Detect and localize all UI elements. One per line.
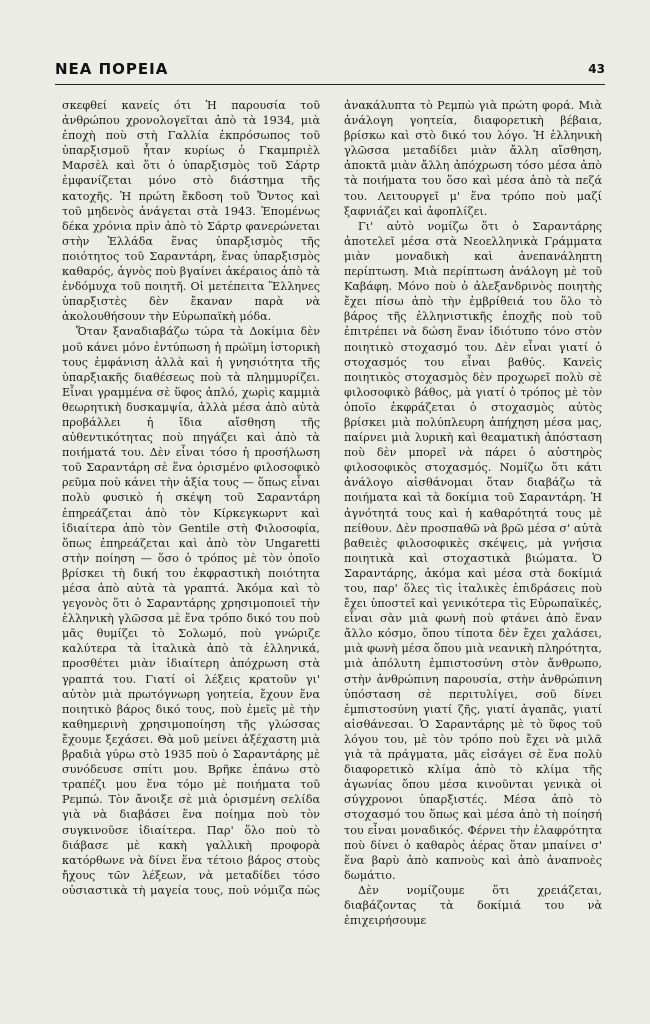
- paragraph: ἀνακάλυπτα τὸ Ρεμπὼ γιὰ πρώτη φορά. Μιὰ ἀνάλογη γοητεία, διαφορετικὴ βέβαια, βρίσκω καὶ στὸ δικό του λόγο. Ἡ ἑλληνικὴ γλῶσσα μεταδίδει μιὰν ἄλλη αἴσθηση, ἀποκτᾶ μιὰν ἄλλη ἀπόχρωση τόσο μέσα ἀπὸ τὰ ποιήματα του ὅσο καὶ μέσα ἀπὸ τὰ πεζά του. Λειτουργεῖ μ' ἕνα τρόπο ποὺ μαζί ξαφνιάζει καὶ ἀφοπλίζει.: [344, 99, 602, 218]
- header-rule: [55, 84, 605, 85]
- paragraph: Ὅταν ξαναδιαβάζω τώρα τὰ Δοκίμια δὲν μοῦ κάνει μόνο ἐντύπωση ἡ πρώϊμη ἱστορικὴ τους ἐμφάνιση ἀλλὰ καὶ ἡ γνησιότητα τῆς ὑπαρξιακῆς διαθέσεως ποὺ τὰ πλημμυρίζει. Εἶναι γραμμένα σὲ ὕφος ἁπλό, χωρὶς καμμιὰ θεωρητικὴ δυσκαμψία, ἀλλὰ μέσα ἀπὸ αὐτὰ προβάλλει ἡ ἴδια αἴσθηση τῆς αὐθεντικότητας ποὺ πηγάζει καὶ ἀπὸ τὰ ποιήματά του. Δὲν εἶναι τόσο ἡ προσήλωση τοῦ Σαραντάρη σὲ ἕνα ὁρισμένο φιλοσοφικὸ ρεῦμα ποὺ κάνει τὴν ἀξία τους — ὅπως εἶναι πολὺ φυσικὸ ἡ σκέψη τοῦ Σαραντάρη ἐπηρεάζεται ἀπὸ τὸν Κίρκεγκωρντ καὶ ἰδιαίτερα ἀπὸ τὸν Gentile στὴ Φιλοσοφία, ὅπως ἐπηρεάζεται καὶ ἀπὸ τὸν Ungaretti στὴν ποίηση — ὅσο ὁ τρόπος μὲ τὸν ὁποῖο βρίσκει τὴ δική του ἐκφραστικὴ ποιότητα μέσα ἀπὸ αὐτὰ τὰ γραπτά. Ἀκόμα καὶ τὸ γεγονὸς ὅτι ὁ Σαραντάρης χρησιμοποιεῖ τὴν ἑλληνικὴ γλῶσσα μὲ ἕνα τρόπο δικό του ποὺ μᾶς θυμίζει τὸ Σολωμό, ποὺ γνώριζε καλύτερα τὰ ἰταλικὰ ἀπὸ τὰ ἑλληνικά, προσθέτει μιὰν ἰδιαίτερη ἀπόχρωση στὰ γραπτά του. Γιατί οἱ λέξεις κρατοῦν γι' αὐτὸν μιὰ πρωτόγνωρη γοητεία, ἔχουν ἕνα ποιητικὸ βάρος δικό τους, ποὺ ἐμεῖς μὲ τὴν καθημερινὴ χρησιμοποίηση τῆς γλώσσας ἔχουμε ξεχάσει. Θὰ μοῦ μείνει ἀξέχαστη μιὰ βραδιὰ γύρω στὸ 1935 ποὺ ὁ Σαραντάρης μὲ συνόδευσε σπίτι μου. Βρῆκε ἐπάνω στὸ τραπέζι μου ἕνα τόμο μὲ ποιήματα τοῦ Ρεμπώ. Τὸν ἄνοιξε σὲ μιὰ ὁρισμένη σελίδα γιὰ νὰ διαβάσει ἕνα ποίημα ποὺ τὸν συγκινοῦσε ἰδιαίτερα. Παρ' ὅλο ποὺ τὸ διάβασε μὲ κακὴ γαλλικὴ προφορὰ κατόρθωνε νὰ δίνει ἕνα τέτοιο βάρος στοὺς ἤχους τῶν λέξεων, νὰ μεταδίδει τόσο οὐσιαστικὰ τὴ μαγεία τους, ποὺ νόμιζα πὼς: [62, 325, 320, 897]
- running-head: [55, 60, 605, 82]
- paragraph: Δὲν νομίζουμε ὅτι χρειάζεται, διαβάζοντας τὰ δοκίμιά του νὰ ἐπιχειρήσουμε: [344, 883, 602, 928]
- right-column: [344, 98, 602, 928]
- paragraph: Γι' αὐτὸ νομίζω ὅτι ὁ Σαραντάρης ἀποτελεῖ μέσα στὰ Νεοελληνικὰ Γράμματα μιὰν μοναδικὴ καὶ ἀνεπανάληπτη περίπτωση. Μιὰ περίπτωση ἀνάλογη μὲ τοῦ Καβάφη. Μόνο ποὺ ὁ ἀλεξανδρινὸς ποιητὴς ἔχει πίσω ἀπὸ τὴν ἐμβρίθειά του ὅλο τὸ βάρος τῆς ἑλληνιστικῆς ἐποχῆς ποὺ τοῦ ἐπιτρέπει νὰ δώση ἕναν ἰδιότυπο τόνο στὸν ποιητικὸ στοχασμό του. Δὲν εἶναι γιατί ὁ στοχασμός του εἶναι βαθύς. Κανεὶς ποιητικὸς στοχασμὸς δὲν προχωρεῖ πολὺ σὲ φιλοσοφικὸ βάθος, μὰ γιατί ὁ τρόπος μὲ τὸν ὁποῖο ἐκφράζεται ὁ στοχασμὸς αὐτὸς βρίσκει μιὰ πολύπλευρη ἀπήχηση μέσα μας, παίρνει μιὰ λυρικὴ καὶ θεαματικὴ ἀπόσταση ποὺ δὲν μπορεῖ νὰ πάρει ὁ αὐστηρὸς φιλοσοφικὸς στοχασμός. Νομίζω ὅτι κάτι ἀνάλογο αἰσθάνομαι ὅταν διαβάζω τὰ ποιήματα καὶ τὰ δοκίμια τοῦ Σαραντάρη. Ἡ ἁγνότητά τους καὶ ἡ καθαρότητά τους μὲ πείθουν. Δὲν προσπαθῶ νὰ βρῶ μέσα σ' αὐτὰ βαθειὲς φιλοσοφικὲς σκέψεις, μὰ γνήσια ποιητικὰ καὶ στοχαστικὰ βιώματα. Ὁ Σαραντάρης, ἀκόμα καὶ μέσα στὰ δοκίμιά του, παρ' ὅλες τὶς ἰταλικὲς ἐπιδράσεις ποὺ ἔχει ὑποστεῖ καὶ γενικότερα τὶς Εὐρωπαϊκές, εἶναι σὰν μιὰ φωνὴ ποὺ φτάνει ἀπὸ ἕναν ἄλλο κόσμο, ὅπου τίποτα δὲν ἔχει χαλάσει, μιὰ φωνὴ μέσα ὅπου μιὰ νεανικὴ πληρότητα, μιὰ ἀπόλυτη ἐμπιστοσύνη στὸν ἄνθρωπο, στὴν ἀνθρώπινη παρουσία, στὴν ἀνθρώπινη ὑπόσταση σὲ περιτυλίγει, σοῦ δίνει ἐμπιστοσύνη γιατί ζῆς, γιατί ἀγαπᾶς, γιατί αἰσθάνεσαι. Ὁ Σαραντάρης μὲ τὸ ὕφος τοῦ λόγου του, μὲ τὸν τρόπο ποὺ ἔχει νὰ μιλᾶ γιὰ τὰ πράγματα, μᾶς εἰσάγει σὲ ἕνα πολὺ διαφορετικὸ κλίμα ἀπὸ τὸ κλίμα τῆς ἀγωνίας ὅπου μέσα κινοῦνται γενικὰ οἱ σύγχρονοι ὑπαρξιστές. Μέσα ἀπὸ τὸ στοχασμό του ὅπως καὶ μέσα ἀπὸ τὴ ποίησή του εἶναι μοναδικός. Φέρνει τὴν ἐλαφρότητα ποὺ δίνει ὁ καθαρὸς ἀέρας ὅταν μπαίνει σ' ἕνα βαρὺ ἀπὸ καπνοὺς καὶ ἀπὸ ἀναπνοὲς δωμάτιο.: [344, 219, 602, 882]
- page-number: 43: [588, 62, 605, 76]
- left-column: [62, 98, 320, 898]
- paragraph: σκεφθεί κανείς ότι Ἡ παρουσία τοῦ ἀνθρώπου χρονολογεῖται ἀπὸ τὰ 1934, μιὰ ἐποχὴ ποὺ στὴ Γαλλία ἐκπρόσωπος τοῦ ὑπαρξισμοῦ ἦταν κυρίως ὁ Γκαμπριὲλ Μαρσὲλ καὶ ὅτι ὁ ὑπαρξισμὸς τοῦ Σάρτρ ἐμφανίζεται μόνο στὸ διάστημα τῆς κατοχῆς. Ἡ πρώτη ἔκδοση τοῦ Ὄντος καὶ τοῦ μηδενὸς ἀνάγεται στὰ 1943. Ἑπομένως δέκα χρόνια πρὶν ἀπὸ τὸ Σάρτρ φανερώνεται στὴν Ἑλλάδα ἕνας ὑπαρξισμὸς τῆς ποιότητος τοῦ Σαραντάρη, ἕνας ὑπαρξισμὸς καθαρός, ἁγνὸς ποὺ βγαίνει ἀκέραιος ἀπὸ τὰ ἐνδόμυχα τοῦ ποιητῆ. Οἱ μετέπειτα Ἕλληνες ὑπαρξιστὲς δὲν ἔκαναν παρὰ νὰ ἀκολουθήσουν τὴν Εὐρωπαϊκὴ μόδα.: [62, 99, 320, 324]
- journal-title: ΝΕΑ ΠΟΡΕΙΑ: [55, 60, 169, 78]
